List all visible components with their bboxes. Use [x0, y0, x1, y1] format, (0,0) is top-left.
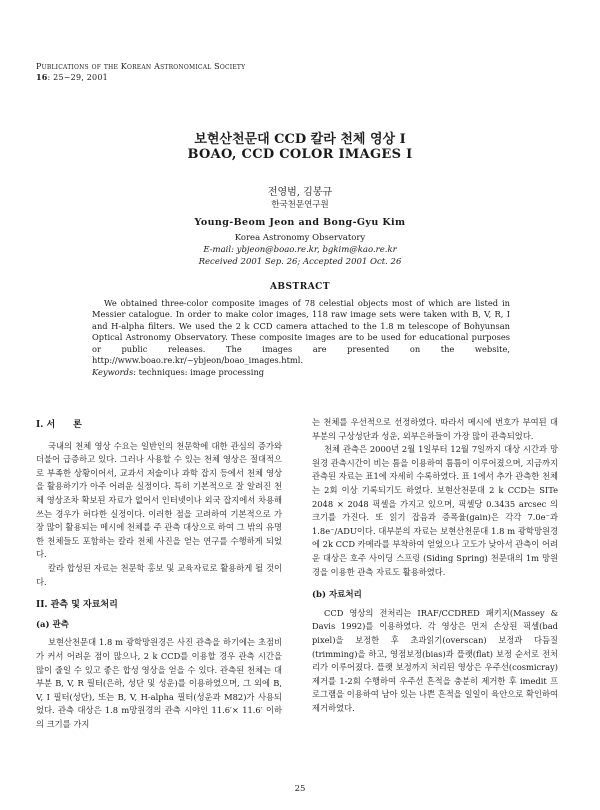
journal-header	[36, 62, 245, 83]
subsection-b-paragraph: CCD 영상의 전처리는 IRAF/CCDRED 패키지(Massey & Davis 1992)를 이용하였다. 각 영상은 먼저 손상된 픽셀(bad pixel)을 보정한 후 초과읽기(overscan) 보정과 다듬질(trimming)을 하고, 영점보정(bias)과 플랫(flat) 보정 순서로 전처리가 이루어졌다. 플랫 보정까지 처리된 영상은 우주선(cosmicray) 제거를 1-2회 수행하여 우주선 흔적을 충분히 제거한 후 imedit 프로그램을 이용하여 남아 있는 나쁜 흔적을 일일이 육안으로 확인하여 제거하였다.	[312, 607, 558, 713]
journal-citation	[36, 72, 245, 83]
subsection-a-paragraph: 보현산천문대 1.8 m 광학망원경은 사진 관측을 하기에는 초점비가 커서 어려운 점이 많으나, 2 k CCD를 이용할 경우 관측 시간을 많이 줄일 수 있고 좋은 합성 영상을 얻을 수 있다. 관측된 천체는 대부분 B, V, R 필터(은하, 성단 및 성운)를 이용하였으며, 그 외에 B, V, I 필터(성단), 또는 B, V, H-alpha 필터(성운과 M82)가 사용되었다. 관측 대상은 1.8 m망원경의 관측 시야인 11.6′× 11.6′ 이하의 크기를 가지	[36, 637, 282, 729]
abstract-text: We obtained three-color composite images of 78 celestial objects most of which are listed in Messier catalogue. In order to make color images, 118 raw image sets were taken with B, V, R, I and H-alpha filters. We used the 2 k CCD camera attached to the 1.8 m telescope of Bohyunsan Optical Astronomy Observatory. These composite images are to be used for educational purposes or public releases. The images are presented on the website, http://www.boao.re.kr/~ybjeon/boao_images.html.	[92, 298, 510, 366]
keywords-line	[92, 367, 510, 377]
keywords-label: Keywords	[92, 367, 134, 377]
page-number: 25	[294, 784, 306, 794]
author-emails: E-mail: ybjeon@boao.re.kr, bgkim@kao.re.kr	[203, 245, 397, 255]
institution-english: Korea Astronomy Observatory	[234, 233, 366, 243]
left-column	[36, 419, 282, 731]
right-column	[312, 416, 558, 715]
pages-year: : 25~29, 2001	[47, 73, 108, 82]
right-paragraph-1: 는 천체를 우선적으로 선정하였다. 따라서 메시에 번호가 부여된 대부분의 구상성단과 성운, 외부은하들이 가장 많이 관측되었다.	[312, 417, 558, 441]
subsection-a-heading: (a) 관측	[36, 619, 69, 630]
authors-english: Young-Beom Jeon and Bong-Gyu Kim	[194, 217, 406, 228]
right-paragraph-2: 천체 관측은 2000년 2월 1일부터 12월 7일까지 대상 시간과 망원경 관측시간이 비는 틈을 이용하여 틈틈이 이루어졌으며, 지금까지 관측된 자료는 표1에 자세히 수록하였다. 표 1에서 추가 관측한 천체는 2회 이상 기록되기도 하였다. 보현산천문대 2 k CCD는 SITe 2048 × 2048 픽셀을 가지고 있으며, 픽셀당 0.3435 arcsec 의 크기를 가진다. 또 읽기 잡음과 증폭율(gain)은 각각 7.0e⁻과 1.8e⁻/ADU이다. 대부분의 자료는 보현산천문대 1.8 m 광학망원경에 2k CCD 카메라를 부착하여 얻었으나 고도가 낮아서 관측이 어려운 대상은 호주 사이딩 스프링 (Siding Spring) 천문대의 1m 망원경을 이용한 관측 자료도 활용하였다.	[312, 444, 558, 577]
title-korean: 보현산천문대 CCD 칼라 천체 영상 I	[194, 132, 406, 147]
subsection-b-heading: (b) 자료처리	[312, 590, 362, 601]
journal-name: Publications of the Korean Astronomical Society	[36, 62, 246, 71]
authors-korean: 전영범, 김봉규	[267, 187, 333, 198]
received-accepted-dates: Received 2001 Sep. 26; Accepted 2001 Oct. 26	[198, 257, 402, 267]
section-1-paragraph-2: 칼라 합성된 자료는 천문학 홍보 및 교육자료로 활용하게 될 것이다.	[36, 562, 282, 587]
volume-number: 16	[36, 72, 48, 82]
abstract-body	[92, 298, 510, 366]
title-english: BOAO, CCD COLOR IMAGES I	[187, 147, 413, 162]
section-1-paragraph-1: 국내의 천체 영상 수요는 일반인의 천문학에 대한 관심의 증가와 더불어 급증하고 있다. 그러나 사용할 수 있는 천체 영상은 절대적으로 부족한 상황이어서, 교과서 저술이나 과학 잡지 등에서 천체 영상을 활용하기가 아주 어려운 실정이다. 특히 기본적으로 잘 알려진 천체 영상조차 확보된 자료가 없어서 인터넷이나 외국 잡지에서 차용해 쓰는 경우가 허다한 실정이다. 이러한 점을 고려하여 기본적으로 가장 많이 활용되는 메시에 천체를 주 관측 대상으로 하여 그 밖의 유명한 천체들도 포함하는 칼라 천체 사진을 얻는 연구를 수행하게 되었다.	[36, 440, 282, 560]
abstract-heading: ABSTRACT	[269, 282, 331, 292]
section-1-heading: I. 서 론	[36, 420, 82, 430]
institution-korean: 한국천문연구원	[271, 200, 329, 210]
section-2-heading: II. 관측 및 자료처리	[36, 600, 118, 611]
keywords-text: : techniques: image processing	[133, 367, 265, 377]
